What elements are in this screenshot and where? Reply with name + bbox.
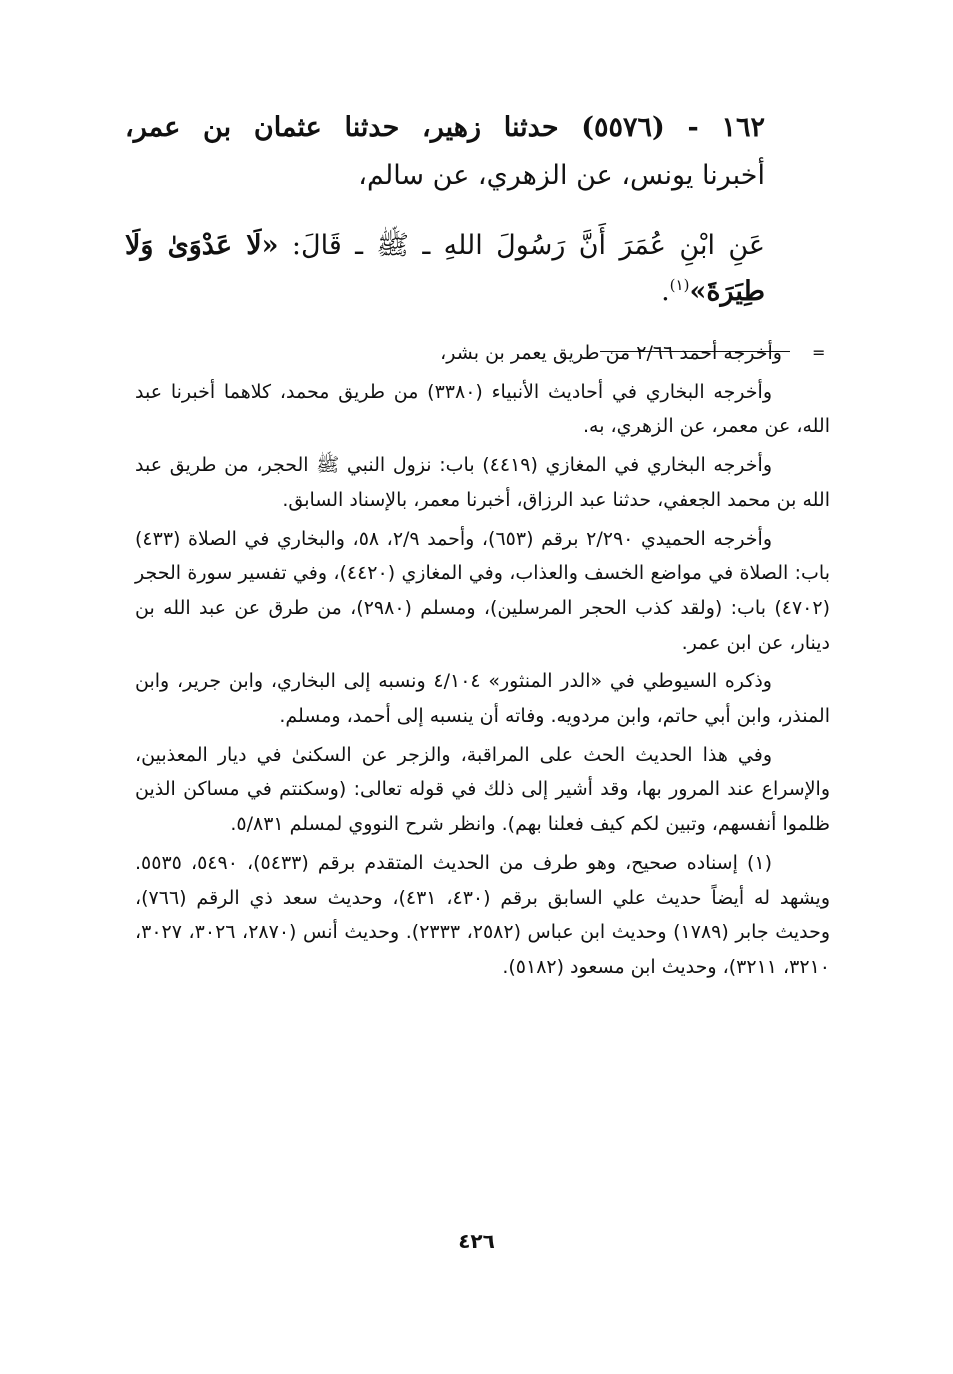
hadith-line-4 [125,276,765,307]
hadith-line-3 [125,228,765,268]
hadith-prophet-intro: عَنِ ابْنِ عُمَرَ أَنَّ رَسُولَ اللهِ ـ ﷺ ـ قَالَ: [278,230,765,261]
note-paragraph: وأخرجه أحمد ٢/٦٦ من طريق يعمر بن بشر، [440,342,782,364]
hadith-line-1: ١٦٢ - (٥٥٧٦) حدثنا زهير، حدثنا عثمان بن عمر، [125,112,765,143]
footnotes [135,336,830,989]
footnote-continuation-marker: = [812,343,826,362]
note-paragraph: وذكره السيوطي في «الدر المنثور» ٤/١٠٤ ونسبه إلى البخاري، وابن جرير، وابن المنذر، وابن أبي حاتم، وابن مردويه. وفاته أن ينسبه إلى أحمد، ومسلم. [135,670,830,728]
hadith-line-2: أخبرنا يونس، عن الزهري، عن سالم، [358,160,765,191]
footnote-reference: (١) [669,276,690,294]
footnote-1: (١) إسناده صحيح، وهو طرف من الحديث المتقدم برقم (٥٤٣٣)، ٥٤٩٠، ٥٥٣٥. ويشهد له أيضاً حديث علي السابق برقم (٤٣٠، ٤٣١)، وحديث سعد ذي الرقم (٧٦٦)، وحديث جابر (١٧٨٩) وحديث ابن عباس (٢٥٨٢، ٢٣٣٣). وحديث أنس (٢٨٧٠، ٣٠٢٦، ٣٠٢٧، ٣٢١٠، ٣٢١١)، وحديث ابن مسعود (٥١٨٢). [135,851,831,978]
note-paragraph: وأخرجه البخاري في المغازي (٤٤١٩) باب: نزول النبي ﷺ الحجر، من طريق عبد الله بن محمد الجعفي، حدثنا عبد الرزاق، أخبرنا معمر، بالإسناد السابق. [135,454,830,511]
hadith-text-bold-end: طِيَرَةَ» [689,276,765,307]
note-paragraph: وأخرجه البخاري في أحاديث الأنبياء (٣٣٨٠) من طريق محمد، كلاهما أخبرنا عبد الله، عن معمر، عن الزهري، به. [135,380,830,438]
page-number: ٤٢٦ [458,1229,495,1253]
hadith-end-period: . [661,276,670,307]
note-paragraph: وفي هذا الحديث الحث على المراقبة، والزجر عن السكنىٰ في ديار المعذبين، والإسراع عند المرور بها، وقد أشير إلى ذلك في قوله تعالى: (وسكنتم في مساكن الذين ظلموا أنفسهم، وتبين لكم كيف فعلنا بهم). وانظر شرح النووي لمسلم ٥/٨٣١. [135,743,830,836]
hadith-text-bold: «لَا عَدْوَىٰ وَلَا [125,230,279,261]
note-paragraph: وأخرجه الحميدي ٢/٢٩٠ برقم (٦٥٣)، وأحمد ٢/٩، ٥٨، والبخاري في الصلاة (٤٣٣) باب: الصلاة في مواضع الخسف والعذاب، وفي المغازي (٤٤٢٠)، وفي تفسير سورة الحجر (٤٧٠٢) باب: (ولقد كذب الحجر المرسلين)، ومسلم (٢٩٨٠)، من طرق عن عبد الله بن دينار، عن ابن عمر. [135,527,830,654]
